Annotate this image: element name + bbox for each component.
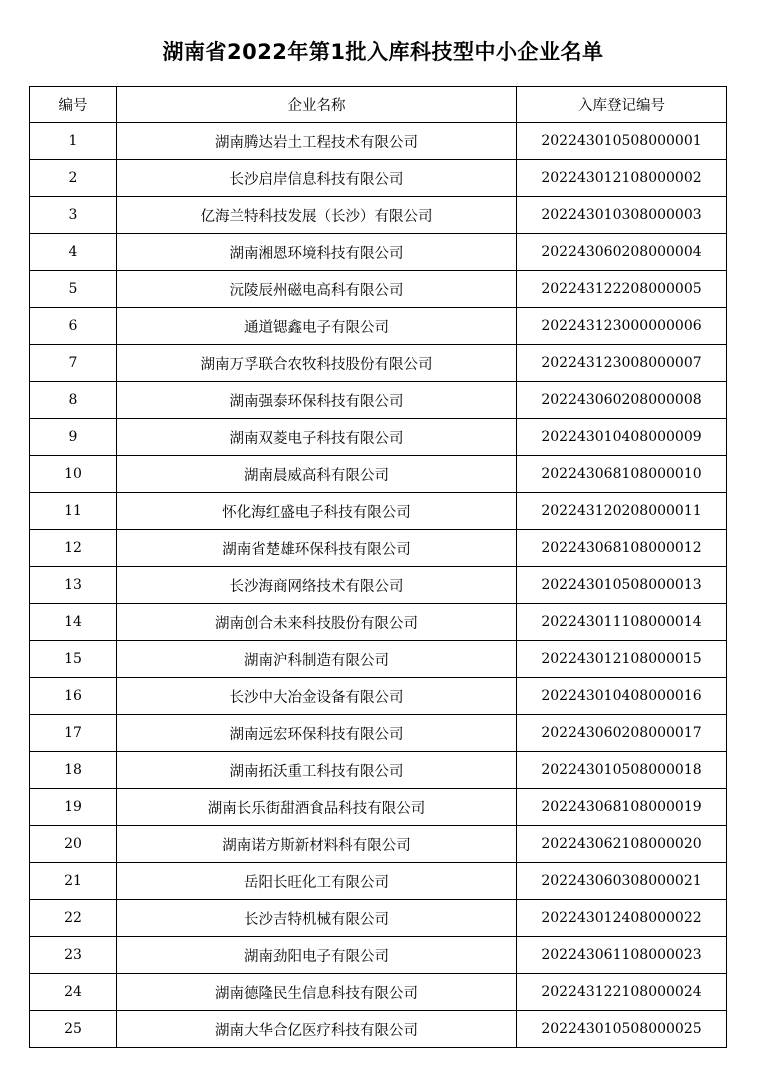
table-row: [30, 641, 727, 678]
table-row: [30, 937, 727, 974]
row-number: 8: [30, 382, 117, 419]
registration-code: 202243010408000016: [517, 678, 727, 715]
registration-code: 202243060208000008: [517, 382, 727, 419]
registration-code: 202243060208000004: [517, 234, 727, 271]
registration-code: 202243068108000012: [517, 530, 727, 567]
company-name: 湖南劲阳电子有限公司: [117, 937, 517, 974]
row-number: 2: [30, 160, 117, 197]
header-number: 编号: [30, 87, 117, 123]
registration-code: 202243010408000009: [517, 419, 727, 456]
company-name: 湖南省楚雄环保科技有限公司: [117, 530, 517, 567]
company-name: 通道锶鑫电子有限公司: [117, 308, 517, 345]
company-name: 湖南大华合亿医疗科技有限公司: [117, 1011, 517, 1048]
row-number: 12: [30, 530, 117, 567]
table-row: [30, 1011, 727, 1048]
table-row: [30, 789, 727, 826]
registration-code: 202243060208000017: [517, 715, 727, 752]
table-row: [30, 826, 727, 863]
registration-code: 202243010308000003: [517, 197, 727, 234]
company-name: 亿海兰特科技发展（长沙）有限公司: [117, 197, 517, 234]
registration-code: 202243068108000010: [517, 456, 727, 493]
company-name: 岳阳长旺化工有限公司: [117, 863, 517, 900]
company-name: 湖南创合未来科技股份有限公司: [117, 604, 517, 641]
table-row: [30, 456, 727, 493]
page-title: 湖南省2022年第1批入库科技型中小企业名单: [162, 40, 604, 64]
registration-code: 202243123000000006: [517, 308, 727, 345]
row-number: 14: [30, 604, 117, 641]
company-name: 湖南诺方斯新材料科有限公司: [117, 826, 517, 863]
company-name: 湖南强泰环保科技有限公司: [117, 382, 517, 419]
table-row: [30, 345, 727, 382]
table-row: [30, 604, 727, 641]
registration-code: 202243123008000007: [517, 345, 727, 382]
table-row: [30, 752, 727, 789]
row-number: 21: [30, 863, 117, 900]
registration-code: 202243010508000013: [517, 567, 727, 604]
row-number: 10: [30, 456, 117, 493]
registration-code: 202243061108000023: [517, 937, 727, 974]
table-row: [30, 123, 727, 160]
row-number: 24: [30, 974, 117, 1011]
company-name: 湖南拓沃重工科技有限公司: [117, 752, 517, 789]
row-number: 11: [30, 493, 117, 530]
registration-code: 202243011108000014: [517, 604, 727, 641]
registration-code: 202243010508000018: [517, 752, 727, 789]
row-number: 20: [30, 826, 117, 863]
table-row: [30, 863, 727, 900]
table-row: [30, 715, 727, 752]
company-name: 湖南双菱电子科技有限公司: [117, 419, 517, 456]
registration-code: 202243120208000011: [517, 493, 727, 530]
company-name: 长沙海商网络技术有限公司: [117, 567, 517, 604]
company-name: 湖南腾达岩土工程技术有限公司: [117, 123, 517, 160]
enterprise-table: [29, 86, 727, 1048]
registration-code: 202243012108000002: [517, 160, 727, 197]
row-number: 15: [30, 641, 117, 678]
table-header-row: [30, 87, 727, 123]
row-number: 19: [30, 789, 117, 826]
row-number: 4: [30, 234, 117, 271]
registration-code: 202243010508000025: [517, 1011, 727, 1048]
row-number: 23: [30, 937, 117, 974]
registration-code: 202243122108000024: [517, 974, 727, 1011]
company-name: 湖南万孚联合农牧科技股份有限公司: [117, 345, 517, 382]
table-row: [30, 160, 727, 197]
row-number: 13: [30, 567, 117, 604]
registration-code: 202243010508000001: [517, 123, 727, 160]
table-row: [30, 900, 727, 937]
row-number: 1: [30, 123, 117, 160]
registration-code: 202243012108000015: [517, 641, 727, 678]
company-name: 怀化海红盛电子科技有限公司: [117, 493, 517, 530]
row-number: 6: [30, 308, 117, 345]
table-row: [30, 271, 727, 308]
row-number: 18: [30, 752, 117, 789]
table-row: [30, 197, 727, 234]
registration-code: 202243012408000022: [517, 900, 727, 937]
row-number: 9: [30, 419, 117, 456]
company-name: 湖南湘恩环境科技有限公司: [117, 234, 517, 271]
table-row: [30, 567, 727, 604]
row-number: 3: [30, 197, 117, 234]
row-number: 16: [30, 678, 117, 715]
row-number: 22: [30, 900, 117, 937]
company-name: 长沙中大冶金设备有限公司: [117, 678, 517, 715]
table-row: [30, 234, 727, 271]
company-name: 沅陵辰州磁电高科有限公司: [117, 271, 517, 308]
company-name: 湖南沪科制造有限公司: [117, 641, 517, 678]
table-row: [30, 308, 727, 345]
table-row: [30, 493, 727, 530]
row-number: 7: [30, 345, 117, 382]
table-row: [30, 382, 727, 419]
registration-code: 202243062108000020: [517, 826, 727, 863]
registration-code: 202243060308000021: [517, 863, 727, 900]
row-number: 25: [30, 1011, 117, 1048]
table-row: [30, 419, 727, 456]
company-name: 湖南晨威高科有限公司: [117, 456, 517, 493]
table-row: [30, 974, 727, 1011]
company-name: 长沙启岸信息科技有限公司: [117, 160, 517, 197]
registration-code: 202243122208000005: [517, 271, 727, 308]
table-row: [30, 678, 727, 715]
header-company-name: 企业名称: [117, 87, 517, 123]
row-number: 17: [30, 715, 117, 752]
company-name: 湖南德隆民生信息科技有限公司: [117, 974, 517, 1011]
company-name: 长沙吉特机械有限公司: [117, 900, 517, 937]
row-number: 5: [30, 271, 117, 308]
header-registration-code: 入库登记编号: [517, 87, 727, 123]
table-row: [30, 530, 727, 567]
registration-code: 202243068108000019: [517, 789, 727, 826]
company-name: 湖南远宏环保科技有限公司: [117, 715, 517, 752]
company-name: 湖南长乐街甜酒食品科技有限公司: [117, 789, 517, 826]
